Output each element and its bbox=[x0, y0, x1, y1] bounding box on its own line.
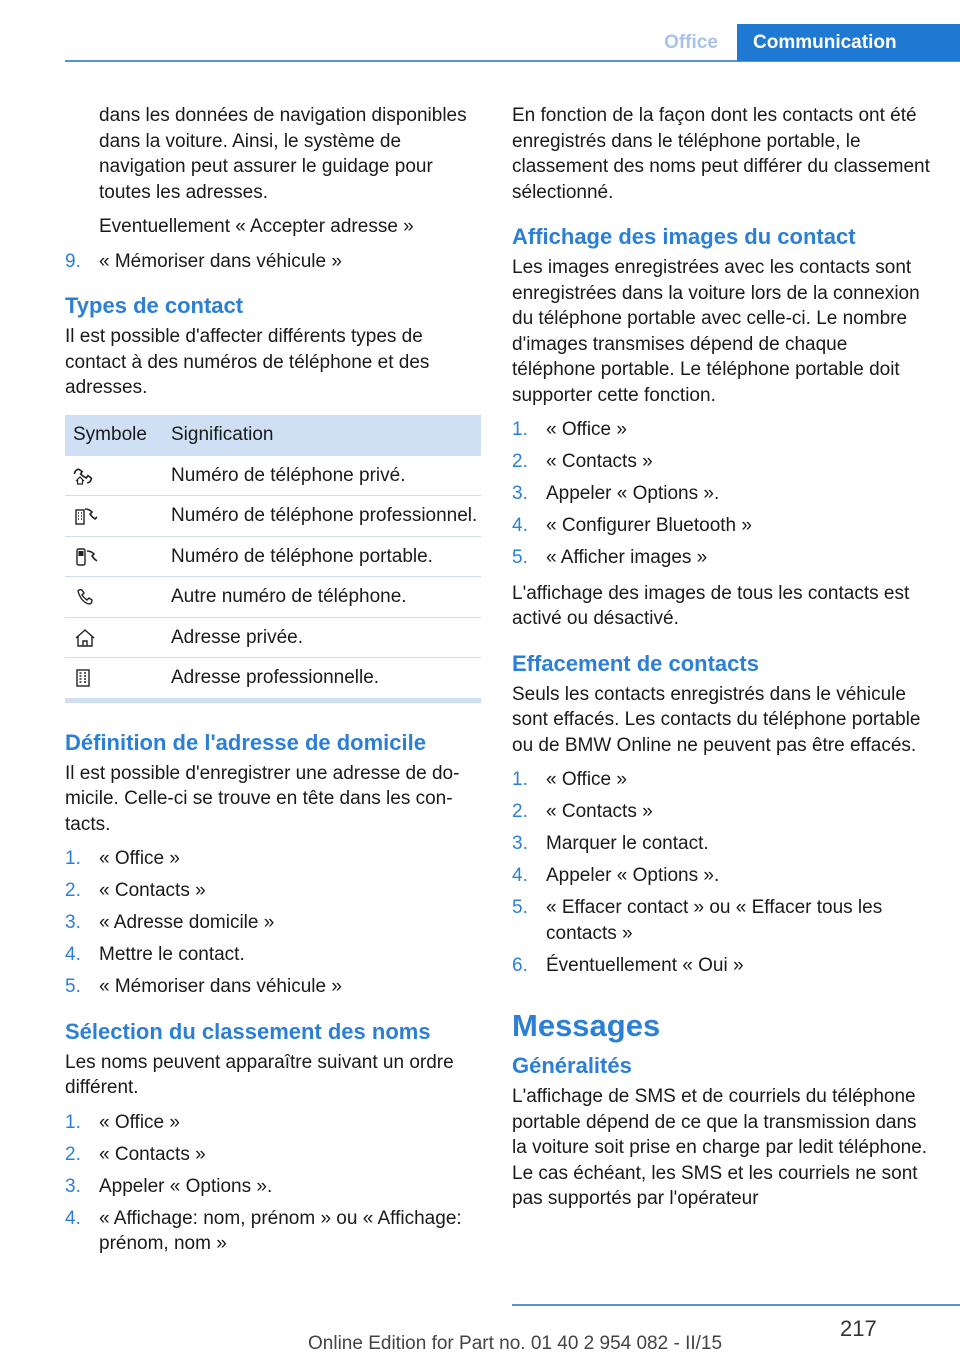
messages-text: L'affichage de SMS et de courriels du téléphone portable dépend de ce que la transmission dans la voiture soit prise en charge par ledit téléphone. Le cas échéant, les SMS et les courriels ne sont pas supportés par l'opérateur bbox=[512, 1086, 928, 1209]
list-item: 2. « Contacts » bbox=[512, 451, 653, 472]
edition-note: Online Edition for Part no. 01 40 2 954 082 - II/15 bbox=[308, 1333, 723, 1354]
list-item: 6. Éventuellement « Oui » bbox=[512, 954, 744, 976]
other-phone-icon bbox=[73, 587, 99, 607]
list-item: 4. Appeler « Options ». bbox=[512, 865, 720, 886]
list-item: 2. « Contacts » bbox=[512, 801, 653, 822]
table-row bbox=[65, 658, 481, 701]
name-order-note: En fonction de la façon dont les contacts ont été enregistrés dans le téléphone portable, le classement des noms peut différer du classement sélectionné. bbox=[512, 105, 930, 203]
list-item: 1. « Office » bbox=[512, 769, 627, 790]
name-order-text: Les noms peuvent apparaître suivant un ordre différent. bbox=[65, 1051, 454, 1098]
symbol-table bbox=[65, 415, 481, 703]
list-item: 9. « Mémoriser dans véhicule » bbox=[65, 250, 342, 272]
heading-general: Généralités bbox=[512, 1053, 632, 1078]
table-cell: Numéro de téléphone portable. bbox=[163, 536, 481, 577]
contact-types-text: Il est possible d'affecter différents types de contact à des numéros de téléphone et des adresses. bbox=[65, 326, 430, 398]
table-row bbox=[65, 577, 481, 618]
business-phone-icon bbox=[73, 506, 99, 526]
heading-delete-contacts: Effacement de contacts bbox=[512, 650, 759, 676]
contact-images-text: Les images enregistrées avec les contacts sont enregistrées dans la voiture lors de la connexion du téléphone portable avec celle-ci. Le nombre d'images transmises dépend de chaque téléphone portable. Le téléphone portable doit supporter cette fonction. bbox=[512, 257, 920, 406]
table-row bbox=[65, 536, 481, 577]
step-list-9 bbox=[65, 249, 481, 275]
nav-data-paragraph: dans les données de navigation disponibles dans la voiture. Ainsi, le système de navigation peut assurer le guidage pour toutes les adresses. bbox=[99, 105, 467, 203]
delete-contacts-steps bbox=[512, 767, 932, 978]
list-item: 1. « Office » bbox=[65, 1111, 180, 1133]
name-order-steps bbox=[65, 1110, 481, 1257]
heading-home-address: Définition de l'adresse de domicile bbox=[65, 729, 426, 755]
home-phone-icon bbox=[73, 466, 99, 486]
contact-images-after: L'affichage des images de tous les contacts est activé ou désactivé. bbox=[512, 582, 910, 629]
contact-images-steps bbox=[512, 417, 932, 571]
list-item: 4. Mettre le contact. bbox=[65, 944, 245, 965]
table-row bbox=[65, 455, 481, 496]
heading-messages: Messages bbox=[512, 1008, 661, 1043]
list-item: 5. « Effacer contact » ou « Effacer tous les contacts » bbox=[512, 897, 883, 944]
list-item: 2. « Contacts » bbox=[65, 880, 206, 901]
list-item: 5. « Afficher images » bbox=[512, 547, 708, 568]
table-row bbox=[65, 496, 481, 537]
left-column bbox=[65, 103, 481, 1267]
table-header-meaning: Signification bbox=[163, 415, 481, 456]
heading-contact-images: Affichage des images du contact bbox=[512, 224, 856, 249]
home-address-steps bbox=[65, 846, 481, 1000]
home-address-text: Il est possible d'enregistrer une adresse de domicile. Celle-ci se trouve en tête dans les contacts. bbox=[65, 762, 460, 835]
heading-name-order: Sélection du classement des noms bbox=[65, 1018, 431, 1044]
table-cell: Adresse professionnelle. bbox=[163, 658, 481, 701]
list-item: 4. « Configurer Bluetooth » bbox=[512, 515, 752, 536]
table-cell: Adresse privée. bbox=[163, 617, 481, 658]
tab-communication[interactable]: Communication bbox=[737, 24, 960, 61]
business-address-icon bbox=[73, 668, 99, 688]
tab-office[interactable]: Office bbox=[664, 32, 718, 53]
list-item: 1. « Office » bbox=[65, 848, 180, 869]
heading-contact-types: Types de contact bbox=[65, 293, 244, 318]
delete-contacts-text: Seuls les contacts enregistrés dans le véhicule sont effacés. Les contacts du téléphone portable ou de BMW Online ne peuvent pas être effacés. bbox=[512, 683, 921, 756]
list-item: 3. « Adresse domicile » bbox=[65, 912, 275, 933]
list-item: 3. Appeler « Options ». bbox=[512, 483, 720, 504]
footer-rule bbox=[512, 1304, 960, 1306]
right-column bbox=[512, 103, 932, 1221]
list-item: 3. Marquer le contact. bbox=[512, 833, 709, 854]
table-header-symbol: Symbole bbox=[65, 415, 163, 456]
table-cell: Autre numéro de téléphone. bbox=[163, 577, 481, 618]
list-item: 3. Appeler « Options ». bbox=[65, 1175, 273, 1197]
list-item: 2. « Contacts » bbox=[65, 1143, 206, 1165]
table-cell: Numéro de téléphone privé. bbox=[163, 455, 481, 496]
home-address-icon bbox=[73, 628, 99, 648]
list-item: 5. « Mémoriser dans véhicule » bbox=[65, 976, 342, 997]
page-number: 217 bbox=[840, 1316, 877, 1341]
table-cell: Numéro de téléphone professionnel. bbox=[163, 496, 481, 537]
list-item: 1. « Office » bbox=[512, 419, 627, 440]
table-row bbox=[65, 617, 481, 658]
accept-address-paragraph: Eventuellement « Accepter adresse » bbox=[99, 216, 414, 237]
mobile-phone-icon bbox=[73, 547, 99, 567]
list-item: 4. « Affichage: nom, prénom » ou « Affichage: prénom, nom » bbox=[65, 1207, 462, 1254]
